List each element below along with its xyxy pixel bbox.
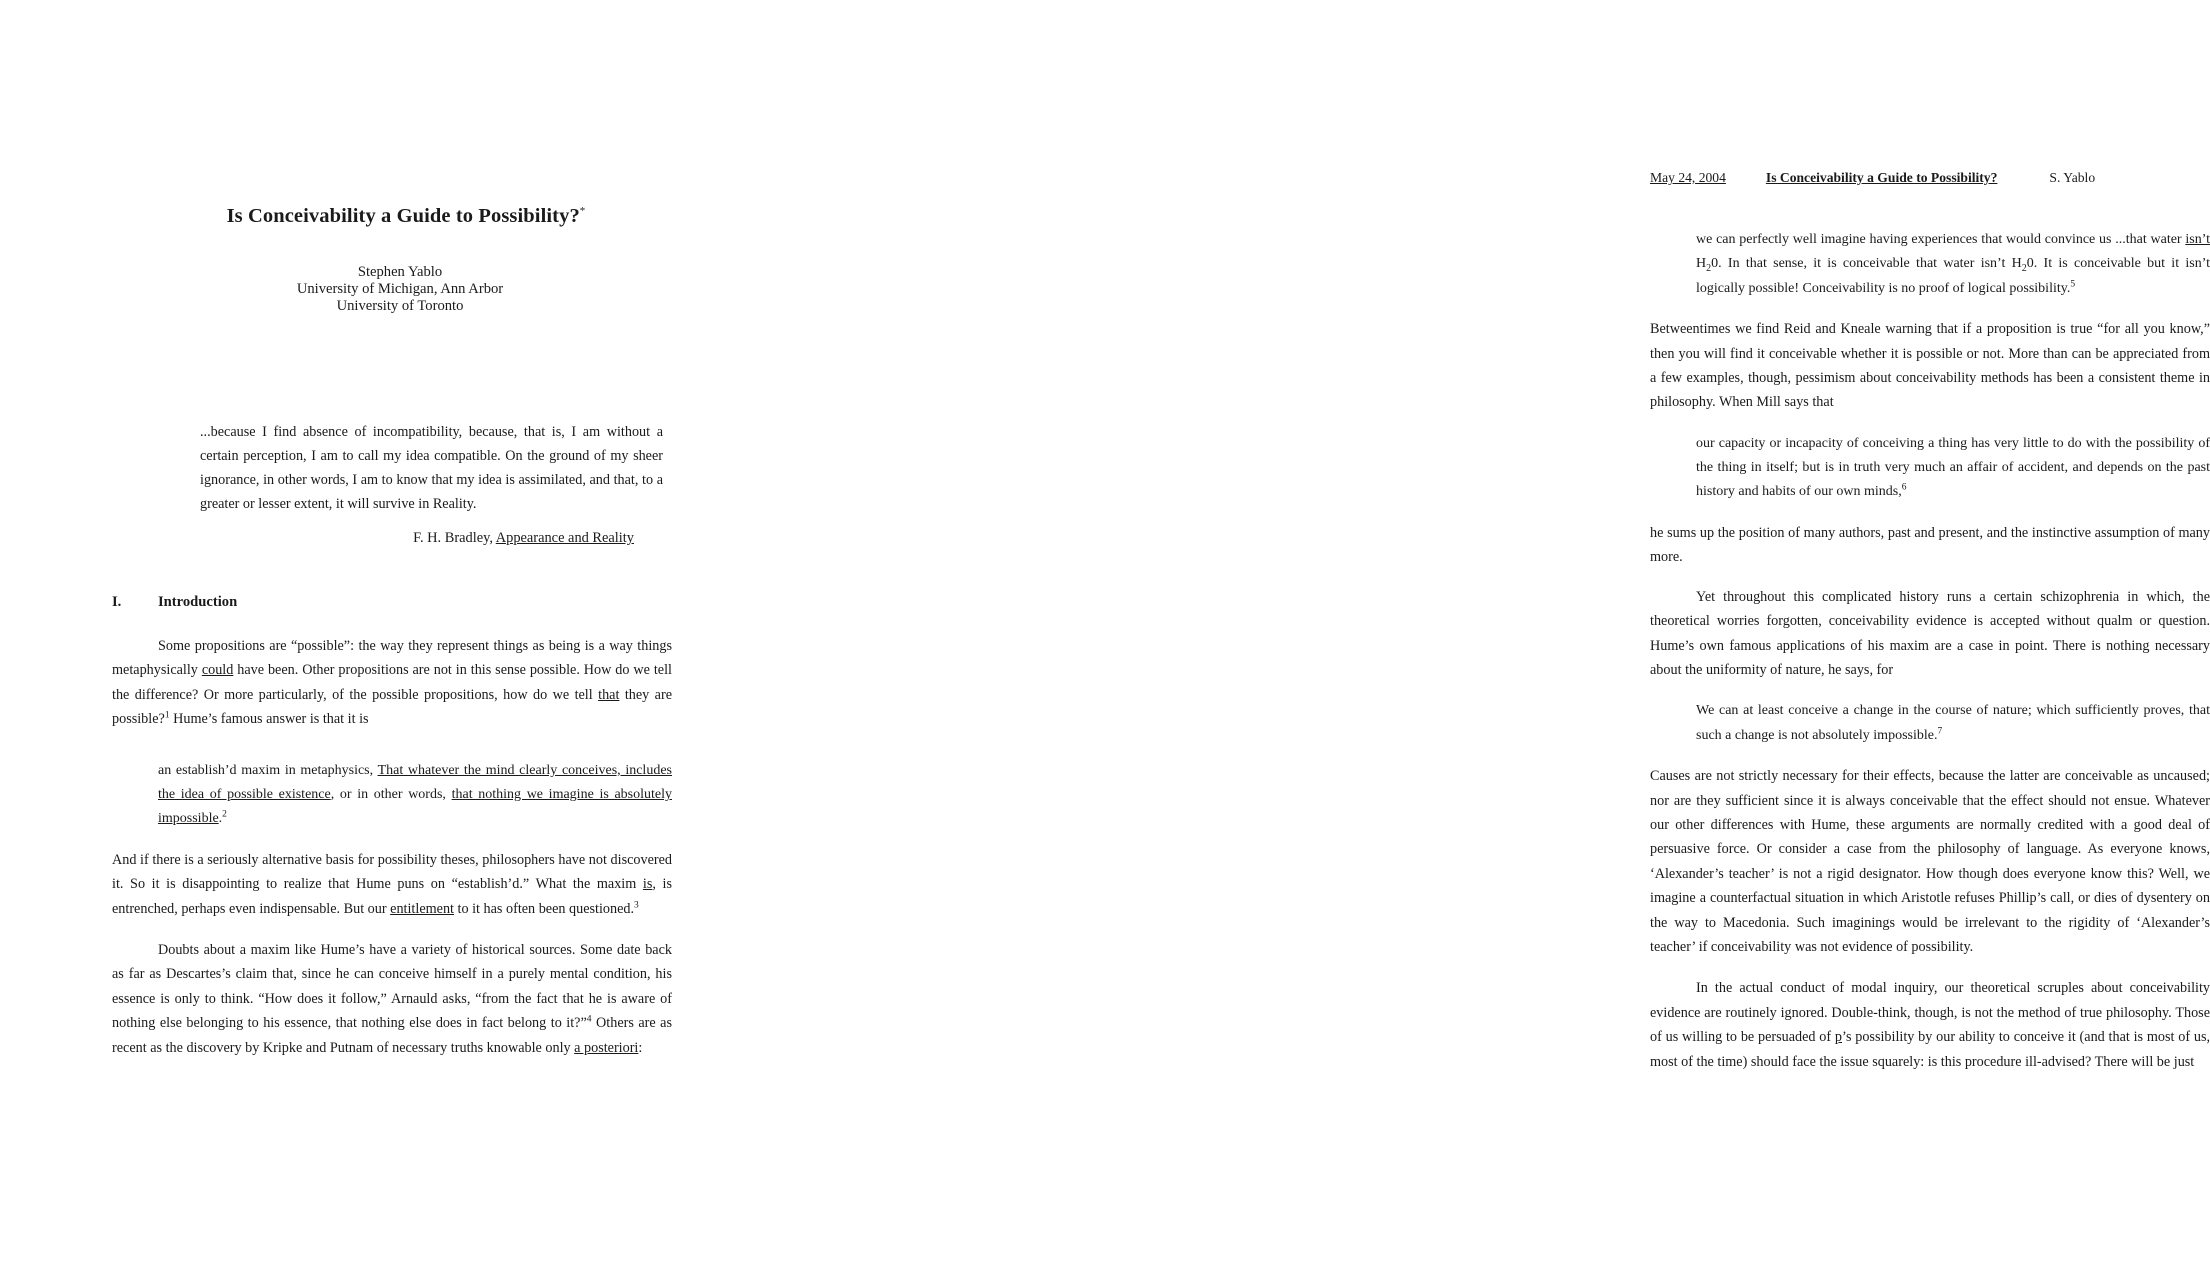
text-run: 0. It is conceivable but it isn’t logically possible! Conceivability is no proof of logical possibility. (1696, 256, 2210, 296)
emphasis-maxim-clause-2: that nothing we imagine is absolutely impossible (158, 787, 672, 827)
footnote-marker-5: 5 (2070, 279, 2076, 290)
title-page (0, 0, 790, 1274)
blockquote-water-h2o (1650, 228, 2210, 301)
epigraph-text: ...because I find absence of incompatibility, because, that is, I am without a certain perception, I am to call my idea compatible. On the ground of my sheer ignorance, in other words, I am to know that my idea is assimilated, and that, to a greater or lesser extent, it will survive in Reality. (200, 424, 663, 513)
title-footnote-marker: * (579, 205, 586, 218)
paragraph-schizophrenia: Yet throughout this complicated history runs a certain schizophrenia in which, the theoretical worries forgotten, conceivability evidence is accepted without qualm or question. Hume’s own famous applications of his maxim are a case in point. There is nothing necessary about the uniformity of nature, he says, for (1650, 588, 2210, 678)
affiliation-primary: University of Michigan, Ann Arbor (296, 281, 504, 298)
paragraph-possible-propositions (112, 634, 672, 732)
text-run: . (218, 811, 223, 827)
text-run: ’s possibility by our ability to conceive it (and that is most of us, most of the time) should face the issue squarely: is this procedure ill-advised? There will be just (1650, 1029, 2210, 1070)
emphasis-could: could (201, 662, 234, 679)
emphasis-maxim-clause-1: That whatever the mind clearly conceives, includes the idea of possible existence (158, 762, 672, 803)
text-run: have been. Other propositions are not in this sense possible. How do we tell the difference? Or more particularly, of the possible propositions, how do we tell (112, 662, 672, 703)
emphasis-is: is (642, 876, 653, 893)
paragraph-causes-not-necessary: Causes are not strictly necessary for their effects, because the latter are conceivable as uncaused; nor are they sufficient since it is always conceivable that the effect should not ensue. Whatever our other differences with Hume, these arguments are normally credited with a good deal of persuasive force. Or consider a case from the philosophy of language. As everyone knows, ‘Alexander’s teacher’ is not a rigid designator. How though does everyone know this? Well, we imagine a counterfactual situation in which Aristotle refuses Phillip’s call, or dies of dysentery on the way to Macedonia. Such imaginings would be irrelevant to the rigidity of ‘Alexander’s teacher’ if conceivability was not evidence of possibility. (1650, 768, 2210, 956)
blockquote-hume-maxim (112, 759, 672, 832)
text-run: an establish’d maxim in metaphysics, (158, 762, 378, 778)
text-run: , is entrenched, perhaps even indispensable. But our (112, 876, 672, 917)
text-run: : (638, 1039, 643, 1056)
blockquote-mill (1650, 432, 2210, 505)
text-run: And if there is a seriously alternative basis for possibility theses, philosophers have not discovered it. So it is disappointing to realize that Hume puns on “establish’d.” What the maxim (112, 851, 672, 893)
emphasis-a-posteriori: a posteriori (574, 1039, 639, 1056)
document-title-text: Is Conceivability a Guide to Possibility? (226, 205, 580, 227)
text-run: they are possible? (112, 686, 672, 728)
running-head (1650, 170, 2210, 186)
text-run: Others are as recent as the discovery by Kripke and Putnam of necessary truths knowable only (112, 1015, 673, 1056)
affiliation-secondary: University of Toronto (336, 298, 464, 315)
epigraph-attribution-work: Appearance and Reality (495, 530, 634, 546)
paragraph-actual-conduct-modal-inquiry (1650, 976, 2210, 1074)
body-page (790, 0, 2210, 1274)
author-name: Stephen Yablo (357, 264, 443, 280)
section-numeral: I. (112, 594, 122, 610)
text-run: 0. In that sense, it is conceivable that water isn’t H (1711, 256, 2022, 272)
text-run: , or in other words, (330, 787, 452, 803)
subscript-two: 2 (2021, 263, 2027, 275)
text-run: Hume’s famous answer is that it is (169, 711, 369, 728)
subscript-two: 2 (1706, 263, 1712, 275)
text-run: Some propositions are “possible”: the way they represent things as being is a way things metaphysically (112, 638, 672, 679)
text-run: Doubts about a maxim like Hume’s have a variety of historical sources. Some date back as far as Descartes’s claim that, since he can conceive himself in a purely mental condition, his essence is only to think. “How does it follow,” Arnauld asks, “from the fact that he is aware of nothing else belonging to his essence, that nothing else does in fact belong to it?” (112, 942, 672, 1032)
paragraph-sums-up-position: he sums up the position of many authors, past and present, and the instinctive assumption of many more. (1650, 524, 2210, 566)
spacer (112, 749, 672, 759)
text-run: In the actual conduct of modal inquiry, our theoretical scruples about conceivability evidence are routinely ignored. Double-think, though, is not the method of true philosophy. Those of us willing to be persuaded of (1650, 980, 2210, 1046)
right-column-body (1650, 228, 2210, 1091)
emphasis-that: that (598, 686, 620, 703)
emphasis-proposition-p: p (1834, 1029, 1842, 1046)
footnote-marker-3: 3 (634, 899, 639, 910)
footnote-marker-7: 7 (1937, 726, 1943, 737)
epigraph-attribution (200, 530, 634, 547)
footnote-marker-1: 1 (164, 710, 170, 721)
section-heading-introduction (112, 594, 237, 611)
paragraph-reid-kneale-mill: Betweentimes we find Reid and Kneale warning that if a proposition is true “for all you know,” then you will find it conceivable whether it is possible or not. More than can be appreciated from a few examples, though, pessimism about conceivability methods has been a consistent theme in philosophy. When Mill says that (1650, 321, 2210, 411)
blockquote-hume-change-of-nature (1650, 699, 2210, 748)
emphasis-entitlement: entitlement (390, 900, 454, 917)
byline (110, 264, 690, 316)
text-run: to it has often been questioned. (453, 900, 635, 917)
footnote-marker-6: 6 (1901, 482, 1907, 493)
footnote-marker-2: 2 (222, 809, 227, 820)
paragraph-alternative-basis (112, 848, 672, 921)
title-block (110, 205, 690, 316)
page-title (110, 205, 690, 228)
epigraph-attribution-author: F. H. Bradley, (413, 530, 496, 546)
section-title: Introduction (158, 594, 238, 610)
paragraph-historical-sources (112, 938, 672, 1060)
text-run: we can perfectly well imagine having experiences that would convince us ...that water (1696, 232, 2186, 247)
text-run: H (1696, 256, 1707, 272)
text-run: We can at least conceive a change in the course of nature; which sufficiently proves, that such a change is not absolutely impossible. (1696, 703, 2210, 743)
running-head-author: S. Yablo (2049, 170, 2096, 185)
emphasis-isnt: isn’t (2185, 232, 2210, 247)
footnote-marker-4: 4 (586, 1014, 592, 1025)
text-run: our capacity or incapacity of conceiving a thing has very little to do with the possibility of the thing in itself; but is in truth very much an affair of accident, and depends on the past history and habits of our own minds, (1696, 435, 2210, 500)
left-column-body (112, 634, 672, 1077)
running-head-title: Is Conceivability a Guide to Possibility? (1765, 170, 1998, 185)
running-head-date: May 24, 2004 (1650, 170, 1726, 185)
